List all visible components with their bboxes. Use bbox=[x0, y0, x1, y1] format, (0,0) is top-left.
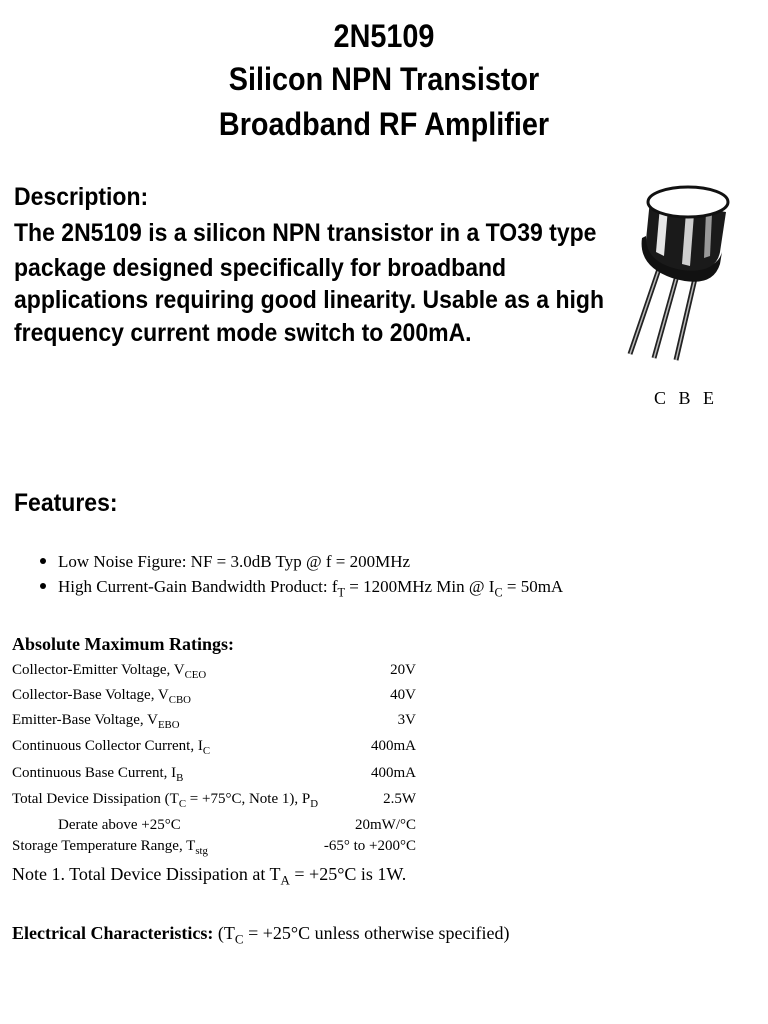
pin-labels: C B E bbox=[654, 388, 719, 408]
rating-value: -65° to +200°C bbox=[323, 838, 416, 854]
rating-row: Collector-Emitter Voltage, $V_{CEO}$ 20V bbox=[12, 662, 416, 681]
part-number-title: 2N5109 bbox=[333, 18, 435, 54]
description-heading: Description: bbox=[14, 183, 149, 211]
rating-value: 400mA bbox=[371, 738, 416, 754]
to39-package-image bbox=[620, 178, 740, 362]
bullet-icon bbox=[40, 583, 46, 589]
rating-row: Storage Temperature Range, $T_{stg}$ -65° to +200°C bbox=[12, 838, 416, 857]
rating-row: Continuous Collector Current, $I_C$ 400mA bbox=[12, 738, 416, 757]
rating-value: 20mW/°C bbox=[355, 817, 416, 833]
rating-value: 20V bbox=[390, 662, 416, 678]
rating-value: 3V bbox=[397, 712, 416, 728]
subtitle-application: Broadband RF Amplifier bbox=[218, 106, 550, 142]
feature-item: High Current-Gain Bandwidth Product: $f_T = 1200MHz$ Min @ $I_C = 50mA$ bbox=[40, 577, 563, 600]
bullet-icon bbox=[40, 558, 46, 564]
rating-value: 400mA bbox=[371, 765, 416, 781]
rating-row: Collector-Base Voltage, $V_{CBO}$ 40V bbox=[12, 687, 416, 706]
rating-row: Derate above +25°C 20mW/°C bbox=[58, 817, 416, 833]
rating-row: Continuous Base Current, $I_B$ 400mA bbox=[12, 765, 416, 784]
electrical-characteristics-heading: Electrical Characteristics: ($T_C = +25^\circ C$ unless otherwise specified) bbox=[12, 923, 510, 947]
description-line-2: package designed specifically for broadband bbox=[14, 254, 507, 282]
description-line-4: frequency current mode switch to 200mA. bbox=[14, 319, 472, 347]
features-heading: Features: bbox=[14, 489, 118, 517]
ratings-note: Note 1. Total Device Dissipation at $T_A = +25^\circ C$ is 1W. bbox=[12, 864, 407, 888]
subtitle-type: Silicon NPN Transistor bbox=[228, 61, 540, 97]
rating-row: Emitter-Base Voltage, $V_{EBO}$ 3V bbox=[12, 712, 416, 731]
rating-value: 2.5W bbox=[383, 791, 416, 807]
description-line-1: The 2N5109 is a silicon NPN transistor in a TO39 type bbox=[14, 219, 597, 247]
rating-row: Total Device Dissipation ($T_C = +75^\circ C$, Note 1), $P_D$ 2.5W bbox=[12, 791, 416, 810]
description-line-3: applications requiring good linearity. Usable as a high bbox=[14, 286, 605, 314]
ratings-heading: Absolute Maximum Ratings: bbox=[12, 634, 235, 654]
feature-item: Low Noise Figure: NF = 3.0dB Typ @ f = 200MHz bbox=[40, 552, 410, 572]
rating-value: 40V bbox=[390, 687, 416, 703]
